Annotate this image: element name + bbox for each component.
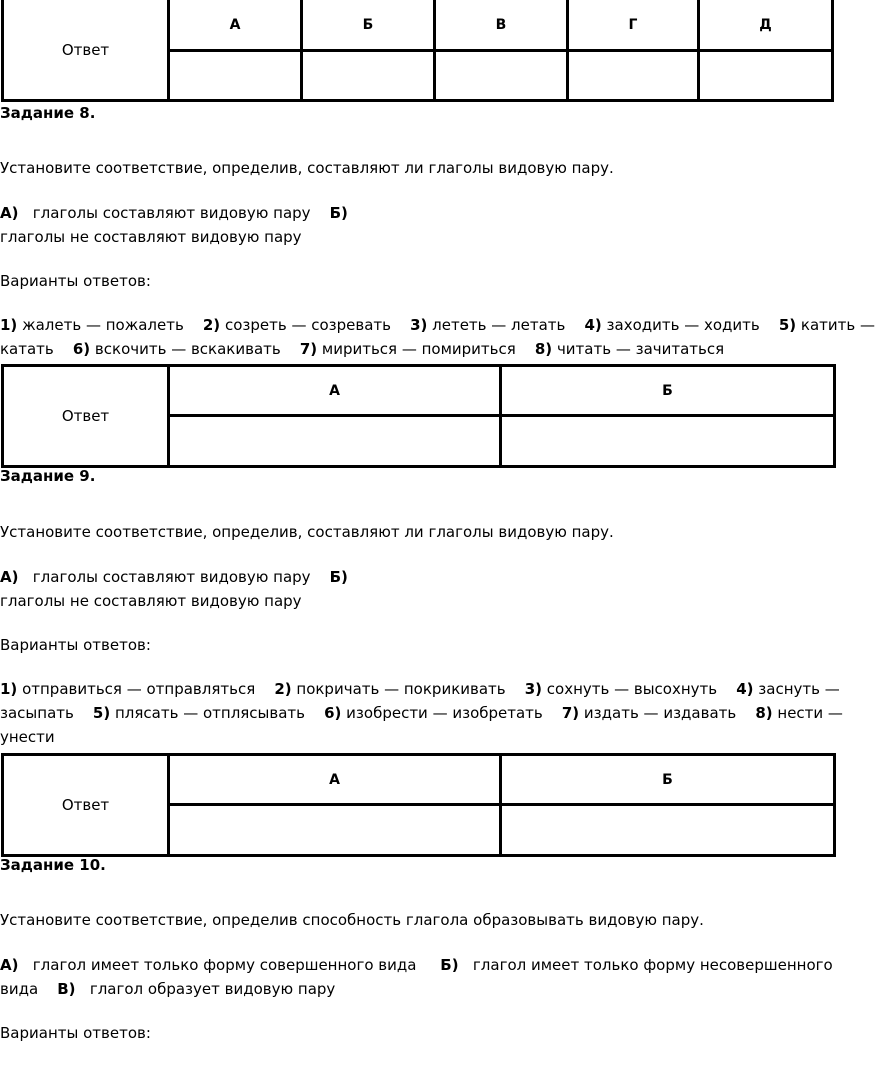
answer-cell-a[interactable] xyxy=(169,51,302,101)
task-8-category-b: глаголы не составляют видовую пару xyxy=(0,228,302,246)
answer-cell-a[interactable] xyxy=(169,416,501,467)
task-9-variants-label: Варианты ответов: xyxy=(0,636,151,654)
answer-cell-v[interactable] xyxy=(435,51,568,101)
task-10-category-a-b: А) глагол имеет только форму совершенного вида Б) глагол имеет только форму несовершенного xyxy=(0,956,833,974)
answer-label: Ответ xyxy=(3,366,169,467)
task-9-title: Задание 9. xyxy=(0,467,96,485)
task-8-title: Задание 8. xyxy=(0,104,96,122)
column-header-a: А xyxy=(169,366,501,416)
answer-cell-d[interactable] xyxy=(699,51,833,101)
column-header-a: А xyxy=(169,0,302,51)
task-9-category-a: А) глаголы составляют видовую пару Б) xyxy=(0,568,348,586)
column-header-b: Б xyxy=(302,0,435,51)
answer-table-top xyxy=(1,0,834,102)
task-8-instruction: Установите соответствие, определив, составляют ли глаголы видовую пару. xyxy=(0,159,614,177)
answer-cell-b[interactable] xyxy=(302,51,435,101)
answer-cell-a[interactable] xyxy=(169,805,501,856)
column-header-b: Б xyxy=(501,366,835,416)
answer-table-task-9 xyxy=(1,753,836,857)
task-9-options-line-1: 1) отправиться — отправляться 2) покричать — покрикивать 3) сохнуть — высохнуть 4) заснуть — xyxy=(0,680,840,698)
task-10-category-c: вида В) глагол образует видовую пару xyxy=(0,980,336,998)
answer-cell-g[interactable] xyxy=(568,51,699,101)
answer-label: Ответ xyxy=(3,755,169,856)
answer-label: Ответ xyxy=(3,0,169,101)
task-8-category-a: А) глаголы составляют видовую пару Б) xyxy=(0,204,348,222)
task-9-category-b: глаголы не составляют видовую пару xyxy=(0,592,302,610)
answer-cell-b[interactable] xyxy=(501,416,835,467)
column-header-v: В xyxy=(435,0,568,51)
task-9-instruction: Установите соответствие, определив, составляют ли глаголы видовую пару. xyxy=(0,523,614,541)
task-9-options-line-3: унести xyxy=(0,728,55,746)
column-header-b: Б xyxy=(501,755,835,805)
task-10-instruction: Установите соответствие, определив способность глагола образовывать видовую пару. xyxy=(0,911,704,929)
task-8-variants-label: Варианты ответов: xyxy=(0,272,151,290)
column-header-g: Г xyxy=(568,0,699,51)
answer-cell-b[interactable] xyxy=(501,805,835,856)
task-9-options-line-2: засыпать 5) плясать — отплясывать 6) изобрести — изобретать 7) издать — издавать 8) нести — xyxy=(0,704,843,722)
task-10-title: Задание 10. xyxy=(0,856,106,874)
task-8-options-line-1: 1) жалеть — пожалеть 2) созреть — созревать 3) лететь — летать 4) заходить — ходить 5) катить — xyxy=(0,316,875,334)
answer-table-task-8 xyxy=(1,364,836,468)
task-8-options-line-2: катать 6) вскочить — вскакивать 7) мириться — помириться 8) читать — зачитаться xyxy=(0,340,725,358)
column-header-a: А xyxy=(169,755,501,805)
column-header-d: Д xyxy=(699,0,833,51)
task-10-variants-label: Варианты ответов: xyxy=(0,1024,151,1042)
